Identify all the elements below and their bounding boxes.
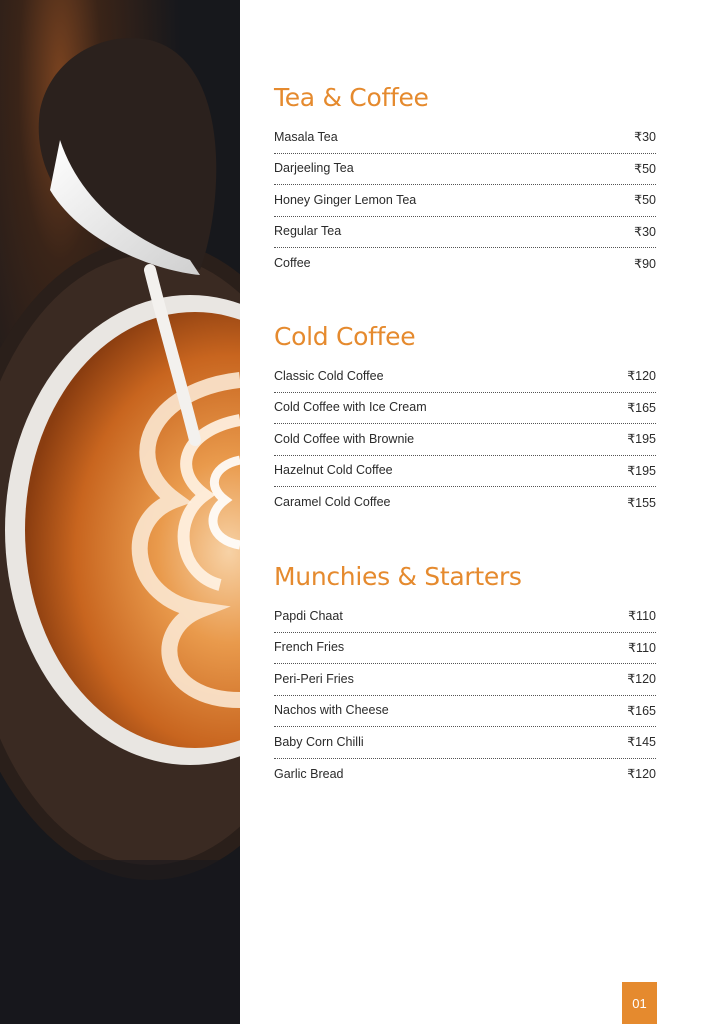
item-name: Coffee — [274, 256, 311, 271]
item-name: Nachos with Cheese — [274, 703, 389, 718]
item-name: Garlic Bread — [274, 766, 344, 781]
menu-item — [274, 185, 656, 217]
menu-item — [274, 664, 656, 696]
menu-item-list — [274, 122, 656, 280]
menu-item — [274, 696, 656, 728]
item-price: ₹195 — [627, 463, 656, 478]
item-name: Masala Tea — [274, 129, 338, 144]
menu-item — [274, 759, 656, 791]
section-title: Tea & Coffee — [274, 83, 429, 112]
coffee-cup-illustration — [0, 0, 240, 1024]
item-price: ₹120 — [627, 672, 656, 687]
menu-item — [274, 456, 656, 488]
section-title: Munchies & Starters — [274, 562, 522, 591]
menu-item — [274, 424, 656, 456]
menu-section-munchies-starters — [274, 559, 656, 790]
menu-item — [274, 248, 656, 280]
item-price: ₹50 — [634, 193, 656, 208]
menu-item — [274, 154, 656, 186]
item-name: Darjeeling Tea — [274, 161, 354, 176]
item-name: Hazelnut Cold Coffee — [274, 463, 393, 478]
section-title: Cold Coffee — [274, 322, 416, 351]
item-name: Regular Tea — [274, 224, 342, 239]
item-price: ₹165 — [627, 703, 656, 718]
item-price: ₹90 — [634, 256, 656, 271]
item-name: Cold Coffee with Ice Cream — [274, 400, 427, 415]
menu-item — [274, 122, 656, 154]
menu-item — [274, 601, 656, 633]
item-price: ₹165 — [627, 400, 656, 415]
menu-item — [274, 393, 656, 425]
latte-art-photo — [0, 0, 240, 1024]
item-name: Cold Coffee with Brownie — [274, 431, 415, 446]
item-name: Baby Corn Chilli — [274, 734, 364, 749]
menu-section-cold-coffee — [274, 319, 656, 519]
item-name: Caramel Cold Coffee — [274, 495, 391, 510]
menu-item-list — [274, 601, 656, 790]
item-name: Peri-Peri Fries — [274, 671, 354, 686]
menu-item — [274, 361, 656, 393]
item-price: ₹110 — [628, 640, 656, 655]
item-price: ₹195 — [627, 432, 656, 447]
item-name: French Fries — [274, 640, 345, 655]
item-price: ₹110 — [628, 609, 656, 624]
menu-item — [274, 217, 656, 249]
menu-section-tea-coffee — [274, 80, 656, 280]
item-name: Papdi Chaat — [274, 608, 343, 623]
item-price: ₹30 — [634, 224, 656, 239]
item-name: Classic Cold Coffee — [274, 368, 384, 383]
menu-item — [274, 633, 656, 665]
menu-item — [274, 727, 656, 759]
menu-content — [274, 0, 656, 1024]
item-price: ₹145 — [627, 735, 656, 750]
item-price: ₹155 — [627, 495, 656, 510]
item-price: ₹50 — [634, 161, 656, 176]
menu-item-list — [274, 361, 656, 519]
item-price: ₹120 — [627, 369, 656, 384]
item-price: ₹30 — [634, 130, 656, 145]
menu-item — [274, 487, 656, 519]
item-price: ₹120 — [627, 767, 656, 782]
page-number-badge: 01 — [622, 982, 657, 1024]
item-name: Honey Ginger Lemon Tea — [274, 192, 417, 207]
